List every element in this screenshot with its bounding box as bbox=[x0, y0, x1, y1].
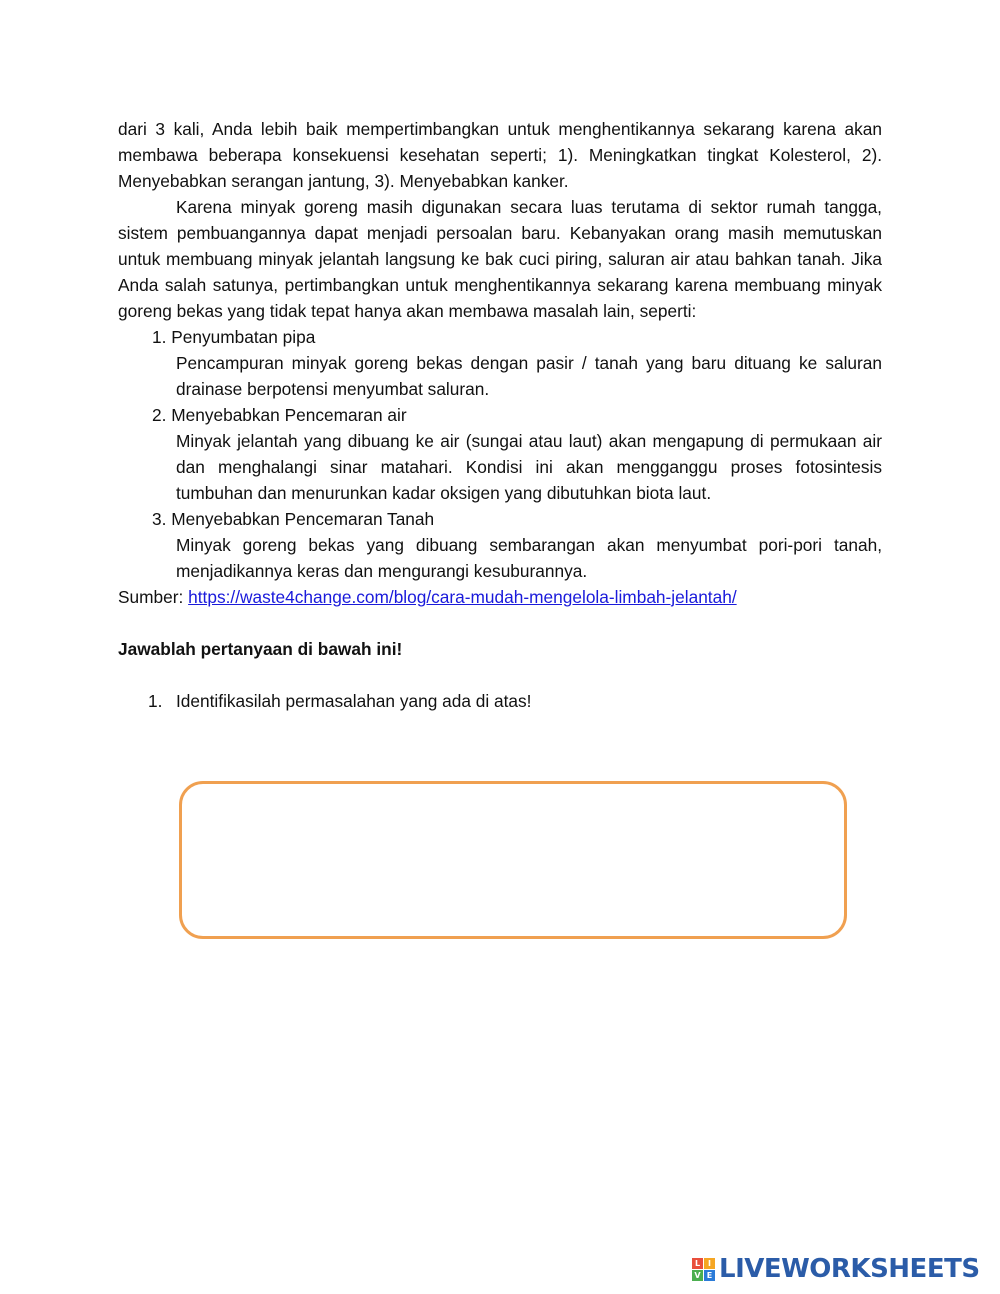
list-item-body-2: Minyak jelantah yang dibuang ke air (sungai atau laut) akan mengapung di permukaan air dan menghalangi sinar matahari. Kondisi ini akan mengganggu proses fotosintesis tumbuhan dan menurunkan kadar oksigen yang dibutuhkan biota laut. bbox=[176, 431, 882, 503]
logo-block-v: V bbox=[692, 1270, 703, 1281]
source-line bbox=[118, 584, 882, 610]
question-1 bbox=[118, 688, 882, 714]
list-item-body-3: Minyak goreng bekas yang dibuang sembarangan akan menyumbat pori-pori tanah, menjadikannya keras dan mengurangi kesuburannya. bbox=[176, 535, 882, 581]
question-number: 1. bbox=[148, 691, 163, 711]
reading-passage bbox=[118, 116, 882, 714]
list-item-title-2: 2. Menyebabkan Pencemaran air bbox=[152, 405, 407, 425]
answer-box-1[interactable] bbox=[179, 781, 847, 939]
list-item-title-1: 1. Penyumbatan pipa bbox=[152, 327, 316, 347]
passage-continuation: dari 3 kali, Anda lebih baik mempertimbangkan untuk menghentikannya sekarang karena akan membawa beberapa konsekuensi kesehatan seperti; 1). Meningkatkan tingkat Kolesterol, 2). Menyebabkan serangan jantung, 3). Menyebabkan kanker. bbox=[118, 119, 882, 191]
logo-block-l: L bbox=[692, 1258, 703, 1269]
source-link[interactable]: https://waste4change.com/blog/cara-mudah-mengelola-limbah-jelantah/ bbox=[188, 587, 737, 607]
list-item-body-1: Pencampuran minyak goreng bekas dengan pasir / tanah yang baru dituang ke saluran drainase berpotensi menyumbat saluran. bbox=[176, 353, 882, 399]
list-item-title-3: 3. Menyebabkan Pencemaran Tanah bbox=[152, 509, 435, 529]
logo-block-i: I bbox=[704, 1258, 715, 1269]
passage-paragraph-2: Karena minyak goreng masih digunakan secara luas terutama di sektor rumah tangga, sistem pembuangannya dapat menjadi persoalan baru. Kebanyakan orang masih memutuskan untuk membuang minyak jelantah langsung ke bak cuci piring, saluran air atau bahkan tanah. Jika Anda salah satunya, pertimbangkan untuk menghentikannya sekarang karena membuang minyak goreng bekas yang tidak tepat hanya akan membawa masalah lain, seperti: bbox=[118, 197, 882, 321]
liveworksheets-logo bbox=[692, 1254, 980, 1284]
questions-heading: Jawablah pertanyaan di bawah ini! bbox=[118, 639, 403, 659]
logo-block-e: E bbox=[704, 1270, 715, 1281]
source-label: Sumber: bbox=[118, 587, 189, 607]
answer-input-1[interactable] bbox=[192, 794, 838, 930]
logo-blocks-icon bbox=[692, 1258, 715, 1281]
question-text: Identifikasilah permasalahan yang ada di atas! bbox=[176, 691, 532, 711]
logo-text: LIVEWORKSHEETS bbox=[719, 1254, 980, 1284]
